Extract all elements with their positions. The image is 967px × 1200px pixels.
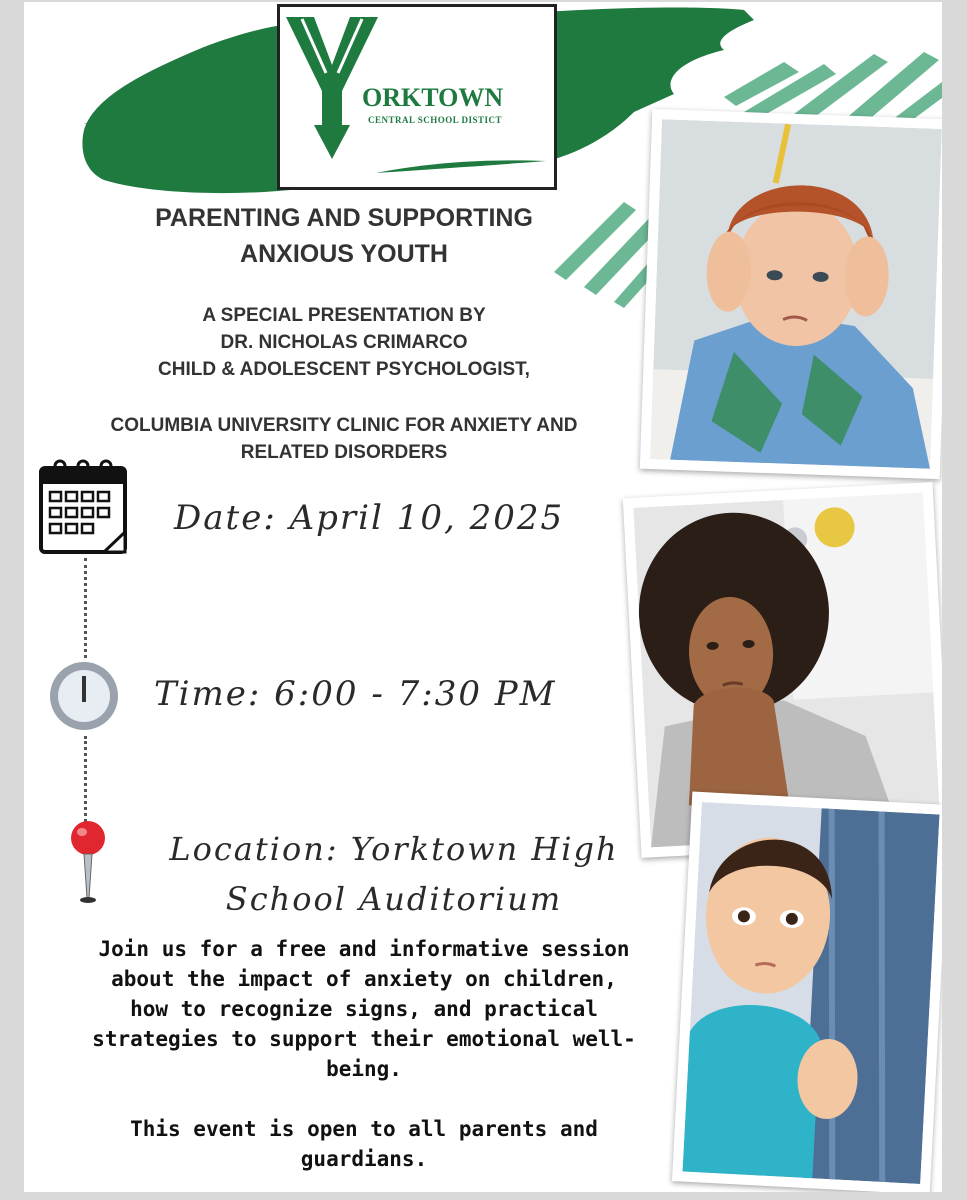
- description-line-3: how to recognize signs, and practical: [130, 997, 598, 1021]
- district-logo: [277, 4, 557, 190]
- description-line-5: being.: [326, 1057, 402, 1081]
- title-line-2: ANXIOUS YOUTH: [240, 240, 448, 268]
- clock-icon: [46, 658, 122, 734]
- event-time: Time: 6:00 - 7:30 PM: [154, 674, 557, 714]
- timeline-dots: [84, 558, 87, 658]
- clinic-line-1: COLUMBIA UNIVERSITY CLINIC FOR ANXIETY AND: [110, 415, 578, 436]
- clinic-affiliation: [44, 412, 644, 466]
- audience-line-1: This event is open to all parents and: [130, 1117, 598, 1141]
- photo-stressed-boy: [640, 109, 942, 479]
- photo-shy-child: [672, 792, 942, 1192]
- clinic-line-2: RELATED DISORDERS: [240, 442, 448, 463]
- stressed-boy-image: [650, 119, 942, 469]
- logo-name: ORKTOWN: [362, 83, 504, 112]
- description-line-1: Join us for a free and informative session: [98, 937, 630, 961]
- description-line-4: strategies to support their emotional well-: [92, 1027, 636, 1051]
- event-title: [64, 200, 624, 272]
- title-line-1: PARENTING AND SUPPORTING: [155, 204, 533, 232]
- audience-line-2: guardians.: [300, 1147, 428, 1171]
- location-line-1: Location: Yorktown High: [169, 830, 619, 868]
- worried-woman-image: [633, 493, 940, 848]
- flyer-page: [24, 2, 942, 1192]
- calendar-icon: [38, 456, 128, 556]
- logo-subtitle: CENTRAL SCHOOL DISTICT: [368, 115, 503, 125]
- presenter-name: DR. NICHOLAS CRIMARCO: [220, 332, 468, 353]
- presenter-role: CHILD & ADOLESCENT PSYCHOLOGIST,: [158, 359, 530, 380]
- event-description: [34, 934, 694, 1174]
- location-line-2: School Auditorium: [225, 880, 563, 918]
- shy-child-image: [682, 802, 939, 1184]
- presenter-intro: A SPECIAL PRESENTATION BY: [202, 305, 486, 326]
- map-pin-icon: [68, 820, 108, 906]
- timeline-dots-2: [84, 736, 87, 822]
- presenter-block: [44, 302, 644, 383]
- event-date: Date: April 10, 2025: [174, 498, 565, 538]
- logo-swoosh: [376, 157, 546, 177]
- event-location: [134, 824, 654, 924]
- description-line-2: about the impact of anxiety on children,: [111, 967, 617, 991]
